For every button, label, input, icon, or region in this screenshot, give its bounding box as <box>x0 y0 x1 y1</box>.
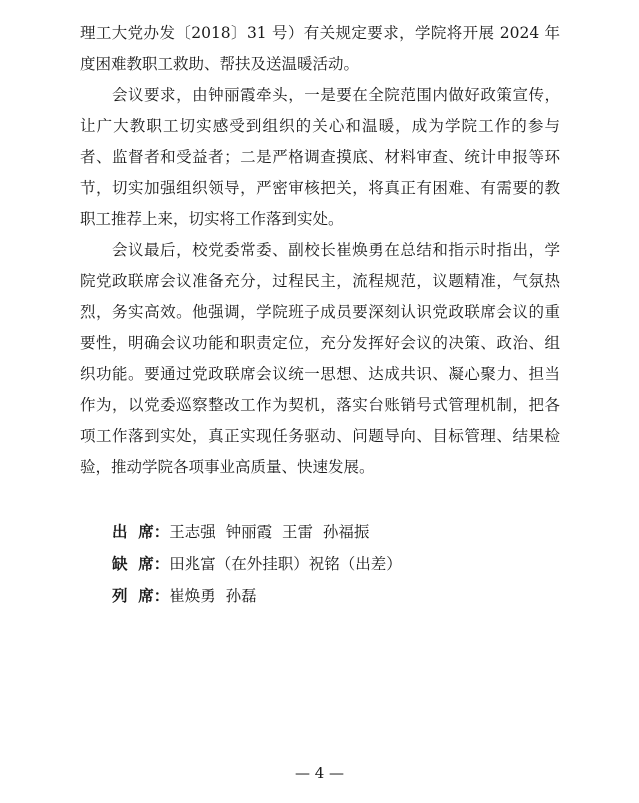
attendance-label: 缺 席： <box>112 555 170 573</box>
attendance-list <box>112 520 532 616</box>
attendance-label: 出 席： <box>112 523 170 541</box>
document-body <box>80 18 560 483</box>
attendance-row-observers <box>112 584 532 616</box>
attendance-names: 田兆富（在外挂职）祝铭（出差） <box>169 555 402 573</box>
attendance-names: 崔焕勇 孙磊 <box>169 587 257 605</box>
attendance-label: 列 席： <box>112 587 170 605</box>
paragraph-meeting-summary: 会议最后，校党委常委、副校长崔焕勇在总结和指示时指出，学院党政联席会议准备充分，过程民主，流程规范，议题精准，气氛热烈，务实高效。他强调，学院班子成员要深刻认识党政联席会议的重要性，明确会议功能和职责定位，充分发挥好会议的决策、政治、组织功能。要通过党政联席会议统一思想、达成共识、凝心聚力、担当作为，以党委巡察整改工作为契机，落实台账销号式管理机制，把各项工作落到实处，真正实现任务驱动、问题导向、目标管理、结果检验，推动学院各项事业高质量、快速发展。 <box>80 241 560 476</box>
attendance-row-absent <box>112 552 532 584</box>
page-number: — 4 — <box>294 764 345 782</box>
attendance-names: 王志强 钟丽霞 王雷 孙福振 <box>169 523 370 541</box>
paragraph-meeting-requirements: 会议要求，由钟丽霞牵头，一是要在全院范围内做好政策宣传，让广大教职工切实感受到组织的关心和温暖，成为学院工作的参与者、监督者和受益者；二是严格调查摸底、材料审查、统计申报等环节，切实加强组织领导，严密审核把关，将真正有困难、有需要的教职工推荐上来，切实将工作落到实处。 <box>80 86 560 228</box>
attendance-row-present <box>112 520 532 552</box>
paragraph-continuation: 理工大党办发〔2018〕31 号）有关规定要求，学院将开展 2024 年度困难教职工救助、帮扶及送温暖活动。 <box>80 24 560 73</box>
